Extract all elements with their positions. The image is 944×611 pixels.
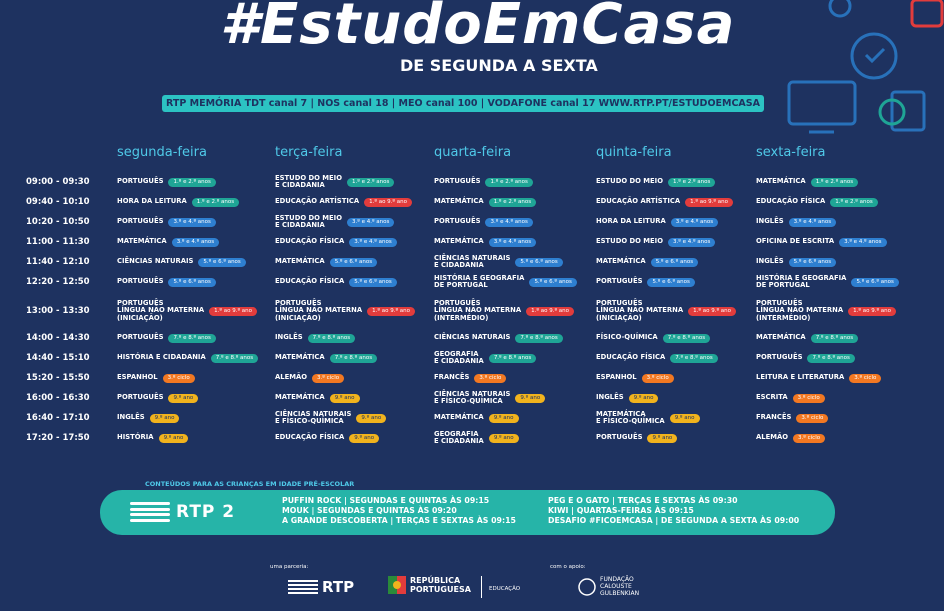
schedule-cell bbox=[117, 348, 258, 368]
subject-label: PORTUGUÊS bbox=[117, 177, 164, 186]
day-header: segunda-feira bbox=[117, 145, 207, 160]
subject-label: ESTUDO DO MEIO bbox=[596, 237, 663, 246]
schedule-cell bbox=[275, 408, 386, 428]
schedule-cell bbox=[596, 388, 658, 408]
subject-label: EDUCAÇÃO ARTÍSTICA bbox=[275, 197, 360, 206]
subject-label: FRANCÊS bbox=[756, 413, 792, 422]
schedule-cell bbox=[117, 296, 257, 326]
subject-label: CIÊNCIAS NATURAIS E FÍSICO-QUÍMICA bbox=[275, 409, 352, 425]
subject-label: INGLÊS bbox=[756, 217, 784, 226]
grade-badge: 1.º e 2.º anos bbox=[347, 178, 394, 187]
grade-badge: 1.º e 2.º anos bbox=[811, 178, 858, 187]
grade-badge: 7.º e 8.º anos bbox=[168, 334, 215, 343]
program-item: PUFFIN ROCK | SEGUNDAS E QUINTAS ÀS 09:15 bbox=[282, 496, 490, 505]
grade-badge: 9.º ano bbox=[356, 414, 386, 423]
grade-badge: 1.º e 2.º anos bbox=[830, 198, 877, 207]
schedule-cell bbox=[275, 172, 394, 192]
subject-label: CIÊNCIAS NATURAIS bbox=[117, 257, 194, 266]
subject-label: PORTUGUÊS bbox=[756, 353, 803, 362]
subject-label: MATEMÁTICA bbox=[756, 177, 806, 186]
grade-badge: 3.º ciclo bbox=[642, 374, 674, 383]
subject-label: MATEMÁTICA bbox=[275, 393, 325, 402]
subject-label: INGLÊS bbox=[596, 393, 624, 402]
subject-label: PORTUGUÊS bbox=[117, 393, 164, 402]
subject-label: EDUCAÇÃO FÍSICA bbox=[275, 237, 345, 246]
schedule-cell bbox=[756, 328, 858, 348]
day-header: quarta-feira bbox=[434, 145, 512, 160]
grade-badge: 1.º ao 9.º ano bbox=[685, 198, 733, 207]
time-slot: 13:00 - 13:30 bbox=[26, 306, 90, 316]
rtp-bars-icon bbox=[288, 580, 318, 594]
subject-label: MATEMÁTICA E FÍSICO-QUÍMICA bbox=[596, 409, 665, 425]
schedule-cell bbox=[756, 272, 899, 292]
grade-badge: 5.º e 6.º anos bbox=[851, 278, 898, 287]
subject-label: PORTUGUÊS LÍNGUA NÃO MATERNA (INICIAÇÃO) bbox=[275, 298, 363, 322]
grade-badge: 1.º ao 9.º ano bbox=[209, 307, 257, 316]
schedule-cell bbox=[117, 172, 216, 192]
schedule-cell bbox=[275, 272, 397, 292]
schedule-cell bbox=[434, 388, 545, 408]
schedule-cell bbox=[117, 272, 216, 292]
schedule-cell bbox=[756, 212, 836, 232]
subject-label: PORTUGUÊS bbox=[596, 277, 643, 286]
schedule-cell bbox=[596, 328, 710, 348]
subject-label: EDUCAÇÃO FÍSICA bbox=[596, 353, 666, 362]
subject-label: EDUCAÇÃO FÍSICA bbox=[275, 277, 345, 286]
schedule-cell bbox=[756, 348, 855, 368]
schedule-cell bbox=[117, 212, 216, 232]
subject-label: INGLÊS bbox=[275, 333, 303, 342]
educacao-label: EDUCAÇÃO bbox=[489, 586, 521, 592]
subject-label: LEITURA E LITERATURA bbox=[756, 373, 845, 382]
schedule-cell bbox=[275, 388, 360, 408]
grade-badge: 1.º e 2.º anos bbox=[489, 198, 536, 207]
program-item: MOUK | SEGUNDAS E QUINTAS ÀS 09:20 bbox=[282, 506, 457, 515]
rtp2-logo bbox=[130, 502, 235, 522]
schedule-cell bbox=[756, 388, 825, 408]
schedule-cell bbox=[117, 408, 179, 428]
schedule-cell bbox=[275, 232, 397, 252]
time-slot: 10:20 - 10:50 bbox=[26, 217, 90, 227]
grade-badge: 3.º e 4.º anos bbox=[347, 218, 394, 227]
grade-badge: 3.º e 4.º anos bbox=[349, 238, 396, 247]
subject-label: GEOGRAFIA E CIDADANIA bbox=[434, 429, 484, 445]
grade-badge: 7.º e 8.º anos bbox=[330, 354, 377, 363]
grade-badge: 7.º e 8.º anos bbox=[811, 334, 858, 343]
schedule-cell bbox=[596, 272, 695, 292]
subject-label: PORTUGUÊS LÍNGUA NÃO MATERNA (INICIAÇÃO) bbox=[596, 298, 684, 322]
grade-badge: 1.º ao 9.º ano bbox=[364, 198, 412, 207]
grade-badge: 3.º ciclo bbox=[849, 374, 881, 383]
schedule-cell bbox=[756, 192, 878, 212]
preschool-programs-right bbox=[548, 496, 799, 526]
grade-badge: 3.º e 4.º anos bbox=[839, 238, 886, 247]
schedule-cell bbox=[596, 296, 736, 326]
divider bbox=[481, 576, 482, 598]
grade-badge: 7.º e 8.º anos bbox=[515, 334, 562, 343]
grade-badge: 3.º ciclo bbox=[312, 374, 344, 383]
time-slot: 15:20 - 15:50 bbox=[26, 373, 90, 383]
subject-label: HISTÓRIA E CIDADANIA bbox=[117, 353, 206, 362]
grade-badge: 1.º ao 9.º ano bbox=[367, 307, 415, 316]
time-slot: 17:20 - 17:50 bbox=[26, 433, 90, 443]
schedule-cell bbox=[117, 232, 219, 252]
grade-badge: 7.º e 8.º anos bbox=[489, 354, 536, 363]
preschool-banner bbox=[100, 490, 835, 535]
grade-badge: 5.º e 6.º anos bbox=[529, 278, 576, 287]
subject-label: GEOGRAFIA E CIDADANIA bbox=[434, 349, 484, 365]
grade-badge: 7.º e 8.º anos bbox=[308, 334, 355, 343]
subject-label: PORTUGUÊS LÍNGUA NÃO MATERNA (INICIAÇÃO) bbox=[117, 298, 205, 322]
subject-label: MATEMÁTICA bbox=[596, 257, 646, 266]
grade-badge: 3.º e 4.º anos bbox=[489, 238, 536, 247]
time-slot: 14:40 - 15:10 bbox=[26, 353, 90, 363]
subject-label: CIÊNCIAS NATURAIS bbox=[434, 333, 511, 342]
schedule-cell bbox=[434, 192, 536, 212]
schedule-cell bbox=[275, 328, 355, 348]
subject-label: OFICINA DE ESCRITA bbox=[756, 237, 835, 246]
grade-badge: 1.º ao 9.º ano bbox=[688, 307, 736, 316]
grade-badge: 9.º ano bbox=[159, 434, 189, 443]
schedule-cell bbox=[756, 172, 858, 192]
preschool-label: CONTEÚDOS PARA AS CRIANÇAS EM IDADE PRÉ-ESCOLAR bbox=[145, 480, 355, 488]
schedule-cell bbox=[434, 212, 533, 232]
grade-badge: 3.º e 4.º anos bbox=[172, 238, 219, 247]
grade-badge: 1.º e 2.º anos bbox=[485, 178, 532, 187]
program-item: PEG E O GATO | TERÇAS E SEXTAS ÀS 09:30 bbox=[548, 496, 738, 505]
subject-label: ESTUDO DO MEIO bbox=[596, 177, 663, 186]
subject-label: MATEMÁTICA bbox=[117, 237, 167, 246]
schedule-cell bbox=[434, 296, 574, 326]
grade-badge: 5.º e 6.º anos bbox=[789, 258, 836, 267]
subject-label: ESTUDO DO MEIO E CIDADANIA bbox=[275, 173, 342, 189]
subject-label: HISTÓRIA bbox=[117, 433, 154, 442]
schedule-cell bbox=[434, 368, 506, 388]
page-title: #EstudoEmCasa bbox=[220, 0, 736, 57]
subject-label: INGLÊS bbox=[756, 257, 784, 266]
grade-badge: 9.º ano bbox=[168, 394, 198, 403]
grade-badge: 3.º ciclo bbox=[793, 394, 825, 403]
preschool-programs-left bbox=[282, 496, 516, 526]
day-header: sexta-feira bbox=[756, 145, 826, 160]
subject-label: ESTUDO DO MEIO E CIDADANIA bbox=[275, 213, 342, 229]
schedule-cell bbox=[117, 328, 216, 348]
schedule-cell bbox=[117, 252, 246, 272]
program-item: A GRANDE DESCOBERTA | TERÇAS E SEXTAS ÀS 09:15 bbox=[282, 516, 516, 525]
grade-badge: 9.º ano bbox=[629, 394, 659, 403]
schedule-cell bbox=[117, 192, 239, 212]
grade-badge: 5.º e 6.º anos bbox=[330, 258, 377, 267]
subject-label: PORTUGUÊS bbox=[117, 277, 164, 286]
subject-label: PORTUGUÊS bbox=[434, 217, 481, 226]
grade-badge: 5.º e 6.º anos bbox=[198, 258, 245, 267]
grade-badge: 1.º e 2.º anos bbox=[192, 198, 239, 207]
schedule-cell bbox=[434, 172, 533, 192]
subject-label: INGLÊS bbox=[117, 413, 145, 422]
grade-badge: 9.º ano bbox=[647, 434, 677, 443]
grade-badge: 9.º ano bbox=[489, 414, 519, 423]
schedule-cell bbox=[596, 252, 698, 272]
schedule-cell bbox=[596, 408, 700, 428]
rtp2-label: RTP 2 bbox=[176, 502, 236, 522]
subject-label: PORTUGUÊS LÍNGUA NÃO MATERNA (INTERMÉDIO) bbox=[434, 298, 522, 322]
subject-label: MATEMÁTICA bbox=[434, 197, 484, 206]
schedule-cell bbox=[756, 368, 881, 388]
grade-badge: 7.º e 8.º anos bbox=[663, 334, 710, 343]
schedule-cell bbox=[756, 252, 836, 272]
subject-label: CIÊNCIAS NATURAIS E CIDADANIA bbox=[434, 253, 511, 269]
schedule-cell bbox=[756, 428, 825, 448]
grade-badge: 9.º ano bbox=[515, 394, 545, 403]
schedule-cell bbox=[434, 272, 577, 292]
schedule-cell bbox=[275, 296, 415, 326]
grade-badge: 3.º ciclo bbox=[163, 374, 195, 383]
subject-label: PORTUGUÊS LÍNGUA NÃO MATERNA (INTERMÉDIO) bbox=[756, 298, 844, 322]
subject-label: PORTUGUÊS bbox=[117, 217, 164, 226]
grade-badge: 5.º e 6.º anos bbox=[515, 258, 562, 267]
subject-label: MATEMÁTICA bbox=[434, 413, 484, 422]
subject-label: FÍSICO-QUÍMICA bbox=[596, 333, 658, 342]
subject-label: MATEMÁTICA bbox=[275, 353, 325, 362]
schedule-cell bbox=[434, 408, 519, 428]
schedule-cell bbox=[275, 348, 377, 368]
schedule-cell bbox=[117, 428, 188, 448]
grade-badge: 7.º e 8.º anos bbox=[670, 354, 717, 363]
schedule-cell bbox=[434, 252, 563, 272]
schedule-cell bbox=[596, 212, 718, 232]
schedule-cell bbox=[275, 252, 377, 272]
schedule-cell bbox=[596, 368, 674, 388]
subject-label: HORA DA LEITURA bbox=[596, 217, 666, 226]
grade-badge: 3.º e 4.º anos bbox=[668, 238, 715, 247]
subject-label: FRANCÊS bbox=[434, 373, 470, 382]
gulbenkian-logo: FUNDAÇÃO CALOUSTE GULBENKIAN bbox=[578, 576, 639, 597]
shield-icon bbox=[388, 576, 406, 594]
time-slot: 14:00 - 14:30 bbox=[26, 333, 90, 343]
time-slot: 09:00 - 09:30 bbox=[26, 177, 90, 187]
grade-badge: 3.º e 4.º anos bbox=[485, 218, 532, 227]
schedule-cell bbox=[275, 212, 394, 232]
grade-badge: 9.º ano bbox=[150, 414, 180, 423]
schedule-cell bbox=[596, 348, 718, 368]
grade-badge: 9.º ano bbox=[670, 414, 700, 423]
grade-badge: 3.º ciclo bbox=[474, 374, 506, 383]
grade-badge: 7.º e 8.º anos bbox=[211, 354, 258, 363]
time-slot: 12:20 - 12:50 bbox=[26, 277, 90, 287]
program-item: DESAFIO #FICOEMCASA | DE SEGUNDA A SEXTA ÀS 09:00 bbox=[548, 516, 800, 525]
subject-label: HISTÓRIA E GEOGRAFIA DE PORTUGAL bbox=[434, 273, 525, 289]
support-label: com o apoio: bbox=[550, 564, 586, 570]
time-slot: 16:00 - 16:30 bbox=[26, 393, 90, 403]
schedule-cell bbox=[117, 368, 195, 388]
schedule-cell bbox=[596, 232, 715, 252]
grade-badge: 5.º e 6.º anos bbox=[647, 278, 694, 287]
subject-label: EDUCAÇÃO FÍSICA bbox=[756, 197, 826, 206]
schedule-cell bbox=[434, 232, 536, 252]
subject-label: PORTUGUÊS bbox=[117, 333, 164, 342]
schedule-cell bbox=[434, 348, 536, 368]
subject-label: CIÊNCIAS NATURAIS E FÍSICO-QUÍMICA bbox=[434, 389, 511, 405]
time-slot: 11:40 - 12:10 bbox=[26, 257, 90, 267]
subject-label: HISTÓRIA E GEOGRAFIA DE PORTUGAL bbox=[756, 273, 847, 289]
grade-badge: 3.º ciclo bbox=[793, 434, 825, 443]
grade-badge: 3.º e 4.º anos bbox=[671, 218, 718, 227]
time-slot: 16:40 - 17:10 bbox=[26, 413, 90, 423]
grade-badge: 1.º ao 9.º ano bbox=[526, 307, 574, 316]
schedule-cell bbox=[275, 192, 412, 212]
day-header: quinta-feira bbox=[596, 145, 672, 160]
schedule-cell bbox=[596, 172, 715, 192]
partner-label: uma parceria: bbox=[270, 564, 309, 570]
day-header: terça-feira bbox=[275, 145, 343, 160]
grade-badge: 1.º ao 9.º ano bbox=[848, 307, 896, 316]
schedule-cell bbox=[756, 408, 828, 428]
subject-label: MATEMÁTICA bbox=[434, 237, 484, 246]
grade-badge: 1.º e 2.º anos bbox=[668, 178, 715, 187]
schedule-cell bbox=[596, 192, 733, 212]
grade-badge: 3.º ciclo bbox=[796, 414, 828, 423]
subject-label: MATEMÁTICA bbox=[275, 257, 325, 266]
subject-label: ESCRITA bbox=[756, 393, 788, 402]
grade-badge: 1.º e 2.º anos bbox=[168, 178, 215, 187]
subject-label: ESPANHOL bbox=[117, 373, 158, 382]
schedule-cell bbox=[756, 296, 896, 326]
subject-label: EDUCAÇÃO ARTÍSTICA bbox=[596, 197, 681, 206]
grade-badge: 9.º ano bbox=[330, 394, 360, 403]
grade-badge: 5.º e 6.º anos bbox=[349, 278, 396, 287]
page-subtitle: DE SEGUNDA A SEXTA bbox=[400, 56, 598, 75]
subject-label: PORTUGUÊS bbox=[434, 177, 481, 186]
decorative-icons bbox=[774, 0, 944, 150]
schedule-cell bbox=[117, 388, 198, 408]
subject-label: MATEMÁTICA bbox=[756, 333, 806, 342]
schedule-cell bbox=[756, 232, 887, 252]
schedule-cell bbox=[275, 428, 379, 448]
grade-badge: 5.º e 6.º anos bbox=[651, 258, 698, 267]
subject-label: EDUCAÇÃO FÍSICA bbox=[275, 433, 345, 442]
schedule-cell bbox=[434, 328, 563, 348]
republica-logo: REPÚBLICA PORTUGUESA bbox=[388, 576, 471, 594]
channels-bar: RTP MEMÓRIA TDT canal 7 | NOS canal 18 | MEO canal 100 | VODAFONE canal 17 WWW.RTP.PT/ESTUDOEMCASA bbox=[162, 95, 764, 112]
rtp-logo: RTP bbox=[288, 578, 354, 596]
gulbenkian-icon bbox=[578, 578, 596, 596]
grade-badge: 3.º e 4.º anos bbox=[789, 218, 836, 227]
time-slot: 09:40 - 10:10 bbox=[26, 197, 90, 207]
subject-label: HORA DA LEITURA bbox=[117, 197, 187, 206]
subject-label: ESPANHOL bbox=[596, 373, 637, 382]
schedule-cell bbox=[596, 428, 677, 448]
rtp-bars-icon bbox=[130, 502, 170, 522]
schedule-cell bbox=[275, 368, 344, 388]
subject-label: ALEMÃO bbox=[756, 433, 789, 442]
subject-label: ALEMÃO bbox=[275, 373, 308, 382]
grade-badge: 5.º e 6.º anos bbox=[168, 278, 215, 287]
schedule-cell bbox=[434, 428, 519, 448]
program-item: KIWI | QUARTAS-FEIRAS ÀS 09:15 bbox=[548, 506, 694, 515]
grade-badge: 9.º ano bbox=[349, 434, 379, 443]
subject-label: PORTUGUÊS bbox=[596, 433, 643, 442]
time-slot: 11:00 - 11:30 bbox=[26, 237, 90, 247]
grade-badge: 3.º e 4.º anos bbox=[168, 218, 215, 227]
grade-badge: 7.º e 8.º anos bbox=[807, 354, 854, 363]
grade-badge: 9.º ano bbox=[489, 434, 519, 443]
